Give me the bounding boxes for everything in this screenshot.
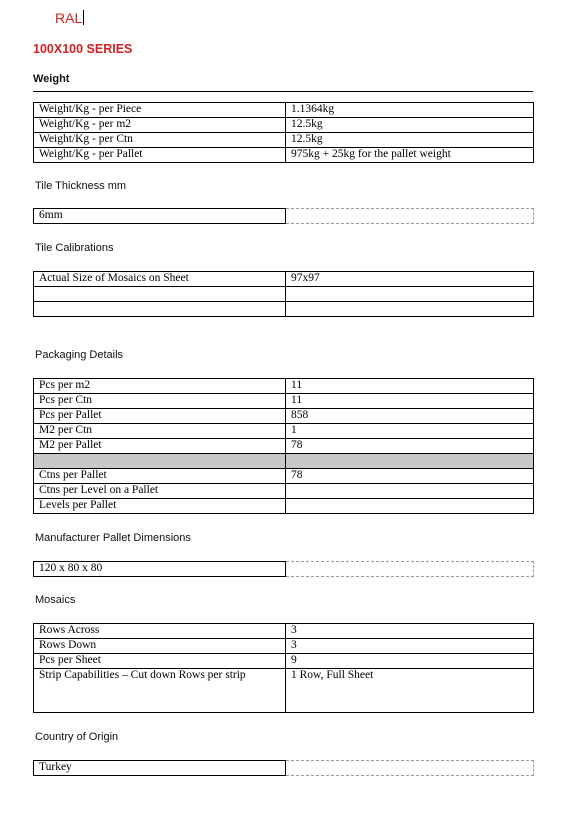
- table-row: [34, 209, 534, 224]
- pallet-dimensions-heading: Manufacturer Pallet Dimensions: [35, 532, 191, 544]
- table-row: [34, 669, 534, 713]
- table-cell-label: M2 per Ctn: [34, 424, 286, 439]
- table-cell-value: 12.5kg: [286, 118, 534, 133]
- tile-thickness-heading: Tile Thickness mm: [35, 180, 127, 192]
- table-cell-value: [286, 287, 534, 302]
- table-cell-value: 120 x 80 x 80: [34, 562, 286, 577]
- table-cell-value: 78: [286, 439, 534, 454]
- table-row: [34, 409, 534, 424]
- table-cell-label: Weight/Kg - per m2: [34, 118, 286, 133]
- table-cell-empty: [286, 209, 534, 224]
- table-cell-label: Ctns per Level on a Pallet: [34, 484, 286, 499]
- table-cell-value: [286, 484, 534, 499]
- origin-heading: Country of Origin: [35, 731, 119, 743]
- table-row: [34, 624, 534, 639]
- table-cell-label: Rows Down: [34, 639, 286, 654]
- table-cell-label: Levels per Pallet: [34, 499, 286, 514]
- weight-rule: [33, 91, 533, 92]
- table-row: [34, 103, 534, 118]
- table-cell-empty: [286, 562, 534, 577]
- table-cell-value: 6mm: [34, 209, 286, 224]
- table-cell-label: Weight/Kg - per Ctn: [34, 133, 286, 148]
- table-row: [34, 148, 534, 163]
- table-row: [34, 272, 534, 287]
- table-cell-value: 11: [286, 379, 534, 394]
- table-cell-value: 12.5kg: [286, 133, 534, 148]
- table-row: [34, 654, 534, 669]
- table-cell-value: 1: [286, 424, 534, 439]
- tile-calibrations-heading: Tile Calibrations: [35, 242, 114, 254]
- table-cell-value: Turkey: [34, 761, 286, 776]
- table-cell-value: 858: [286, 409, 534, 424]
- mosaics-heading: Mosaics: [35, 594, 76, 606]
- table-cell-label: Pcs per m2: [34, 379, 286, 394]
- weight-table: [33, 102, 534, 163]
- table-cell-value: 11: [286, 394, 534, 409]
- tile-thickness-table: [33, 208, 534, 224]
- table-row: [34, 118, 534, 133]
- table-cell-value: 97x97: [286, 272, 534, 287]
- table-row: [34, 439, 534, 454]
- table-row: [34, 562, 534, 577]
- table-cell-label: M2 per Pallet: [34, 439, 286, 454]
- weight-heading: Weight: [33, 73, 70, 85]
- series-title: 100X100 SERIES: [33, 42, 133, 56]
- table-cell-label: Strip Capabilities – Cut down Rows per strip: [34, 669, 286, 713]
- table-cell-label: Weight/Kg - per Piece: [34, 103, 286, 118]
- table-row: [34, 379, 534, 394]
- table-cell-label: Pcs per Pallet: [34, 409, 286, 424]
- table-row: [34, 469, 534, 484]
- table-cell-value: 78: [286, 469, 534, 484]
- table-cell-value: [286, 499, 534, 514]
- table-cell-label: Pcs per Sheet: [34, 654, 286, 669]
- packaging-heading: Packaging Details: [35, 349, 124, 361]
- text-cursor: [83, 10, 84, 25]
- origin-table: [33, 760, 534, 776]
- tile-calibrations-table: [33, 271, 534, 317]
- table-cell-label: Ctns per Pallet: [34, 469, 286, 484]
- table-cell-value: 3: [286, 624, 534, 639]
- table-cell-value: 9: [286, 654, 534, 669]
- packaging-table: [33, 378, 534, 514]
- table-cell-empty: [286, 761, 534, 776]
- pallet-dimensions-table: [33, 561, 534, 577]
- table-cell-label: Rows Across: [34, 624, 286, 639]
- table-cell-label: Actual Size of Mosaics on Sheet: [34, 272, 286, 287]
- table-row-shaded: [34, 454, 534, 469]
- table-row: [34, 302, 534, 317]
- table-row: [34, 133, 534, 148]
- table-cell-value: 975kg + 25kg for the pallet weight: [286, 148, 534, 163]
- table-row: [34, 424, 534, 439]
- table-cell-label: Weight/Kg - per Pallet: [34, 148, 286, 163]
- table-row: [34, 499, 534, 514]
- table-cell-value: 1.1364kg: [286, 103, 534, 118]
- mosaics-table: [33, 623, 534, 713]
- ral-label: RAL: [55, 10, 83, 26]
- table-row: [34, 394, 534, 409]
- table-row: [34, 287, 534, 302]
- table-cell-value: 3: [286, 639, 534, 654]
- table-row: [34, 484, 534, 499]
- table-cell-value: [286, 454, 534, 469]
- table-row: [34, 639, 534, 654]
- table-cell-label: [34, 302, 286, 317]
- table-cell-label: Pcs per Ctn: [34, 394, 286, 409]
- table-cell-value: [286, 302, 534, 317]
- table-cell-label: [34, 287, 286, 302]
- table-row: [34, 761, 534, 776]
- table-cell-value: 1 Row, Full Sheet: [286, 669, 534, 713]
- table-cell-label: [34, 454, 286, 469]
